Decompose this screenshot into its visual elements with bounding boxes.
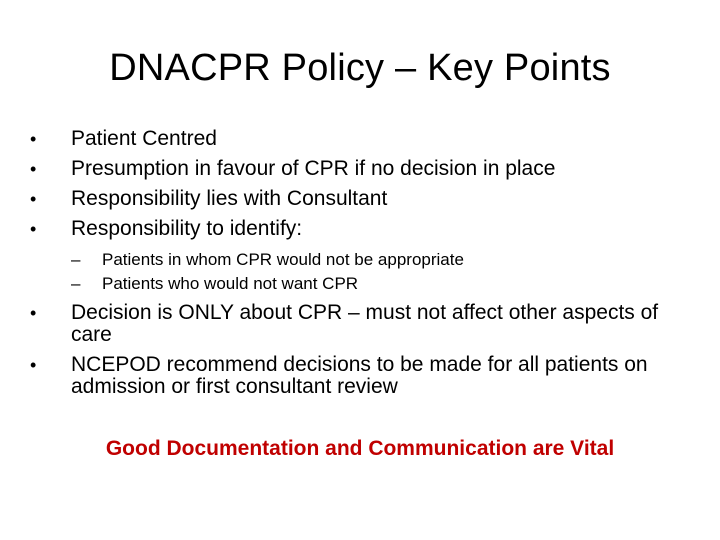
dash-icon: –	[71, 250, 81, 269]
sub-bullet-list	[71, 248, 700, 296]
bullet-icon: •	[30, 303, 37, 323]
bullet-icon: •	[30, 219, 37, 239]
bullet-text: Responsibility to identify:	[71, 217, 303, 240]
sub-bullet-text: Patients who would not want CPR	[102, 274, 359, 293]
callout-text: Good Documentation and Communication are Vital	[105, 437, 615, 460]
bullet-item	[30, 302, 700, 346]
bullet-text: Responsibility lies with Consultant	[71, 187, 388, 210]
sub-bullet-item	[71, 272, 700, 296]
bullet-text: Presumption in favour of CPR if no decision in place	[71, 157, 556, 180]
bullet-icon: •	[30, 129, 37, 149]
bullet-text: NCEPOD recommend decisions to be made for all patients on admission or first consultant review	[71, 353, 648, 398]
bullet-icon: •	[30, 189, 37, 209]
sub-bullet-item	[71, 248, 700, 272]
bullet-item	[30, 124, 700, 154]
bullet-item	[30, 154, 700, 184]
sub-bullet-text: Patients in whom CPR would not be appropriate	[102, 250, 464, 269]
bullet-text: Patient Centred	[71, 127, 217, 150]
dash-icon: –	[71, 274, 81, 293]
bullet-item	[30, 184, 700, 214]
bullet-item	[30, 354, 700, 398]
bullet-list	[30, 124, 700, 406]
bullet-icon: •	[30, 355, 37, 375]
bullet-item	[30, 214, 700, 296]
bullet-text: Decision is ONLY about CPR – must not affect other aspects of care	[71, 301, 659, 346]
slide-title: DNACPR Policy – Key Points	[109, 47, 611, 89]
bullet-icon: •	[30, 159, 37, 179]
